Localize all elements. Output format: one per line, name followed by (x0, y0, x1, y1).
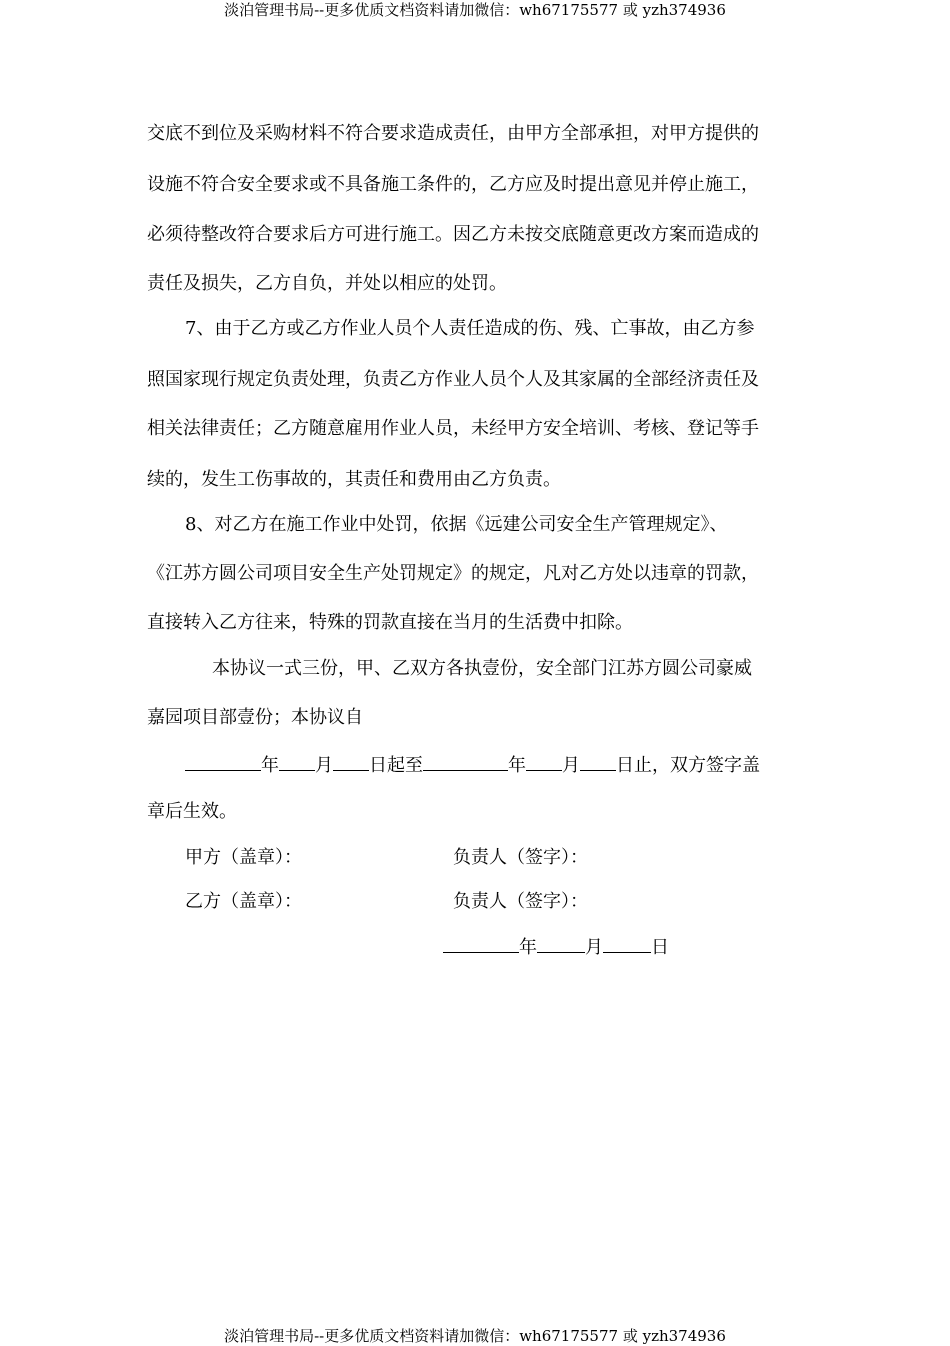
body-line-3: 必须待整改符合要求后方可进行施工。因乙方未按交底随意更改方案而造成的 (147, 224, 759, 245)
sign-year-label: 年 (519, 937, 537, 958)
clause-7-line-1: 7、由于乙方或乙方作业人员个人责任造成的伤、残、亡事故，由乙方参 (185, 318, 755, 339)
term-month-2: 月 (562, 755, 580, 776)
clause-7-line-2: 照国家现行规定负责处理，负责乙方作业人员个人及其家属的全部经济责任及 (147, 369, 759, 390)
term-day-from: 日起至 (369, 755, 423, 776)
sign-day-blank[interactable] (603, 932, 651, 953)
agreement-line-1: 本协议一式三份，甲、乙双方各执壹份，安全部门江苏方圆公司豪威 (212, 658, 752, 679)
party-b-seal-label: 乙方（盖章）： (185, 891, 302, 912)
term-day-to: 日止，双方签字盖 (616, 755, 760, 776)
page-footer: 淡泊管理书局--更多优质文档资料请加微信：wh67175577 或 yzh374936 (224, 1327, 726, 1345)
clause-7-line-3: 相关法律责任；乙方随意雇用作业人员，未经甲方安全培训、考核、登记等手 (147, 418, 759, 439)
start-month-blank[interactable] (279, 750, 315, 771)
sign-day-label: 日 (651, 937, 669, 958)
term-line (185, 750, 845, 779)
term-line-end: 章后生效。 (147, 801, 237, 822)
end-year-blank[interactable] (423, 750, 508, 771)
agreement-line-2: 嘉园项目部壹份；本协议自 (147, 707, 363, 728)
sign-year-blank[interactable] (443, 932, 519, 953)
clause-8-line-3: 直接转入乙方往来，特殊的罚款直接在当月的生活费中扣除。 (147, 612, 633, 633)
term-year-1: 年 (261, 755, 279, 776)
body-line-1: 交底不到位及采购材料不符合要求造成责任，由甲方全部承担，对甲方提供的 (147, 123, 759, 144)
term-year-2: 年 (508, 755, 526, 776)
start-year-blank[interactable] (185, 750, 261, 771)
party-a-seal-label: 甲方（盖章）： (185, 847, 302, 868)
page-header: 淡泊管理书局--更多优质文档资料请加微信：wh67175577 或 yzh374936 (224, 1, 726, 19)
sign-date-line (443, 932, 669, 961)
clause-7-line-4: 续的，发生工伤事故的，其责任和费用由乙方负责。 (147, 469, 561, 490)
clause-8-line-1: 8、对乙方在施工作业中处罚，依据《远建公司安全生产管理规定》、 (185, 514, 728, 535)
start-day-blank[interactable] (333, 750, 369, 771)
body-line-2: 设施不符合安全要求或不具备施工条件的，乙方应及时提出意见并停止施工， (147, 174, 759, 195)
sign-month-blank[interactable] (537, 932, 585, 953)
party-a-rep-sign-label: 负责人（签字）： (453, 847, 588, 868)
end-month-blank[interactable] (526, 750, 562, 771)
party-b-rep-sign-label: 负责人（签字）： (453, 891, 588, 912)
clause-8-line-2: 《江苏方圆公司项目安全生产处罚规定》的规定，凡对乙方处以违章的罚款， (147, 563, 759, 584)
sign-month-label: 月 (585, 937, 603, 958)
end-day-blank[interactable] (580, 750, 616, 771)
term-month-1: 月 (315, 755, 333, 776)
body-line-4: 责任及损失，乙方自负，并处以相应的处罚。 (147, 273, 507, 294)
